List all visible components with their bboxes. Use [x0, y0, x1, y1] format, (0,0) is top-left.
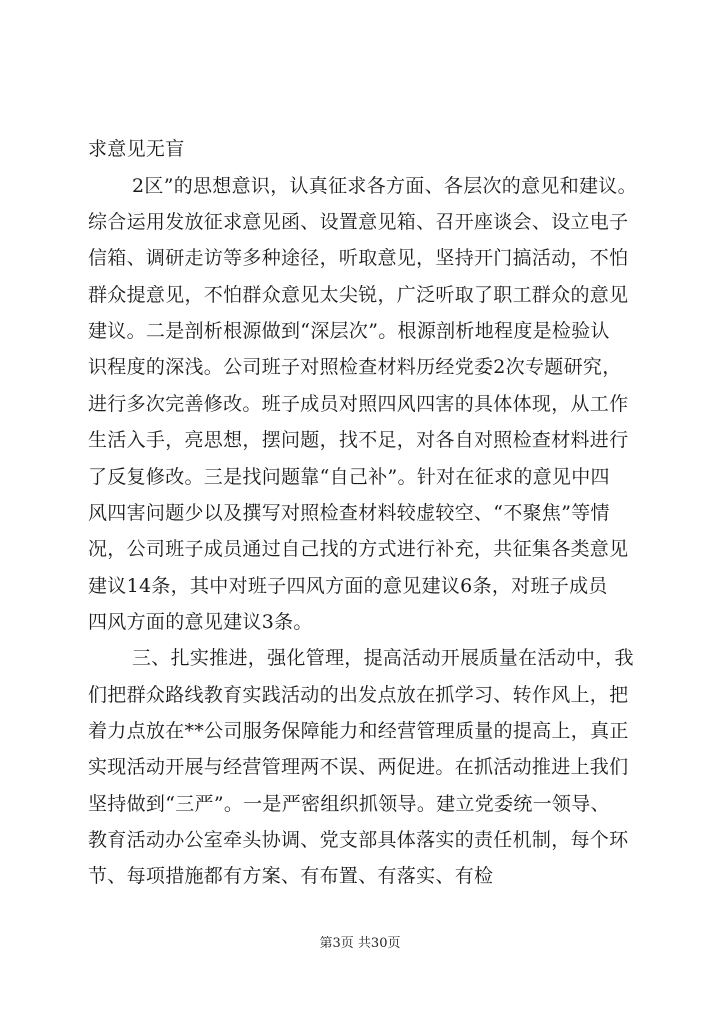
page-footer: 第3页 共30页	[319, 936, 401, 951]
text-line-6: 建议。二是剖析根源做到“深层次”。根源剖析地程度是检验认	[88, 320, 610, 342]
text-line-17: 着力点放在**公司服务保障能力和经营管理质量的提高上，真正	[88, 720, 629, 742]
text-line-13: 建议14条，其中对班子四风方面的意见建议6条，对班子成员	[88, 575, 608, 597]
text-line-20: 教育活动办公室牵头协调、党支部具体落实的责任机制，每个环	[88, 829, 629, 851]
text-line-19: 坚持做到“三严”。一是严密组织抓领导。建立党委统一领导、	[88, 793, 610, 815]
text-line-9: 生活入手，亮思想，摆问题，找不足，对各自对照检查材料进行	[88, 429, 629, 451]
text-line-8: 进行多次完善修改。班子成员对照四风四害的具体体现，从工作	[88, 393, 629, 415]
text-line-21: 节、每项措施都有方案、有布置、有落实、有检	[88, 865, 494, 887]
text-line-2: 2区”的思想意识，认真征求各方面、各层次的意见和建议。	[132, 175, 637, 197]
text-line-7: 识程度的深浅。公司班子对照检查材料历经党委2次专题研究，	[88, 356, 622, 378]
text-line-10: 了反复修改。三是找问题靠“自己补”。针对在征求的意见中四	[88, 466, 610, 488]
text-line-12: 况，公司班子成员通过自己找的方式进行补充，共征集各类意见	[88, 538, 629, 560]
text-line-3: 综合运用发放征求意见函、设置意见箱、召开座谈会、设立电子	[88, 211, 629, 233]
text-line-4: 信箱、调研走访等多种途径，听取意见，坚持开门搞活动，不怕	[88, 247, 629, 269]
text-line-14: 四风方面的意见建议3条。	[88, 611, 313, 633]
text-line-11: 风四害问题少以及撰写对照检查材料较虚较空、“不聚焦”等情	[88, 502, 610, 524]
text-line-16: 们把群众路线教育实践活动的出发点放在抓学习、转作风上，把	[88, 684, 629, 706]
text-line-1: 求意见无盲	[88, 138, 185, 160]
text-line-5: 群众提意见，不怕群众意见太尖锐，广泛听取了职工群众的意见	[88, 284, 629, 306]
text-line-18: 实现活动开展与经营管理两不误、两促进。在抓活动推进上我们	[88, 756, 629, 778]
text-line-15: 三、扎实推进，强化管理，提高活动开展质量在活动中，我	[132, 647, 634, 669]
